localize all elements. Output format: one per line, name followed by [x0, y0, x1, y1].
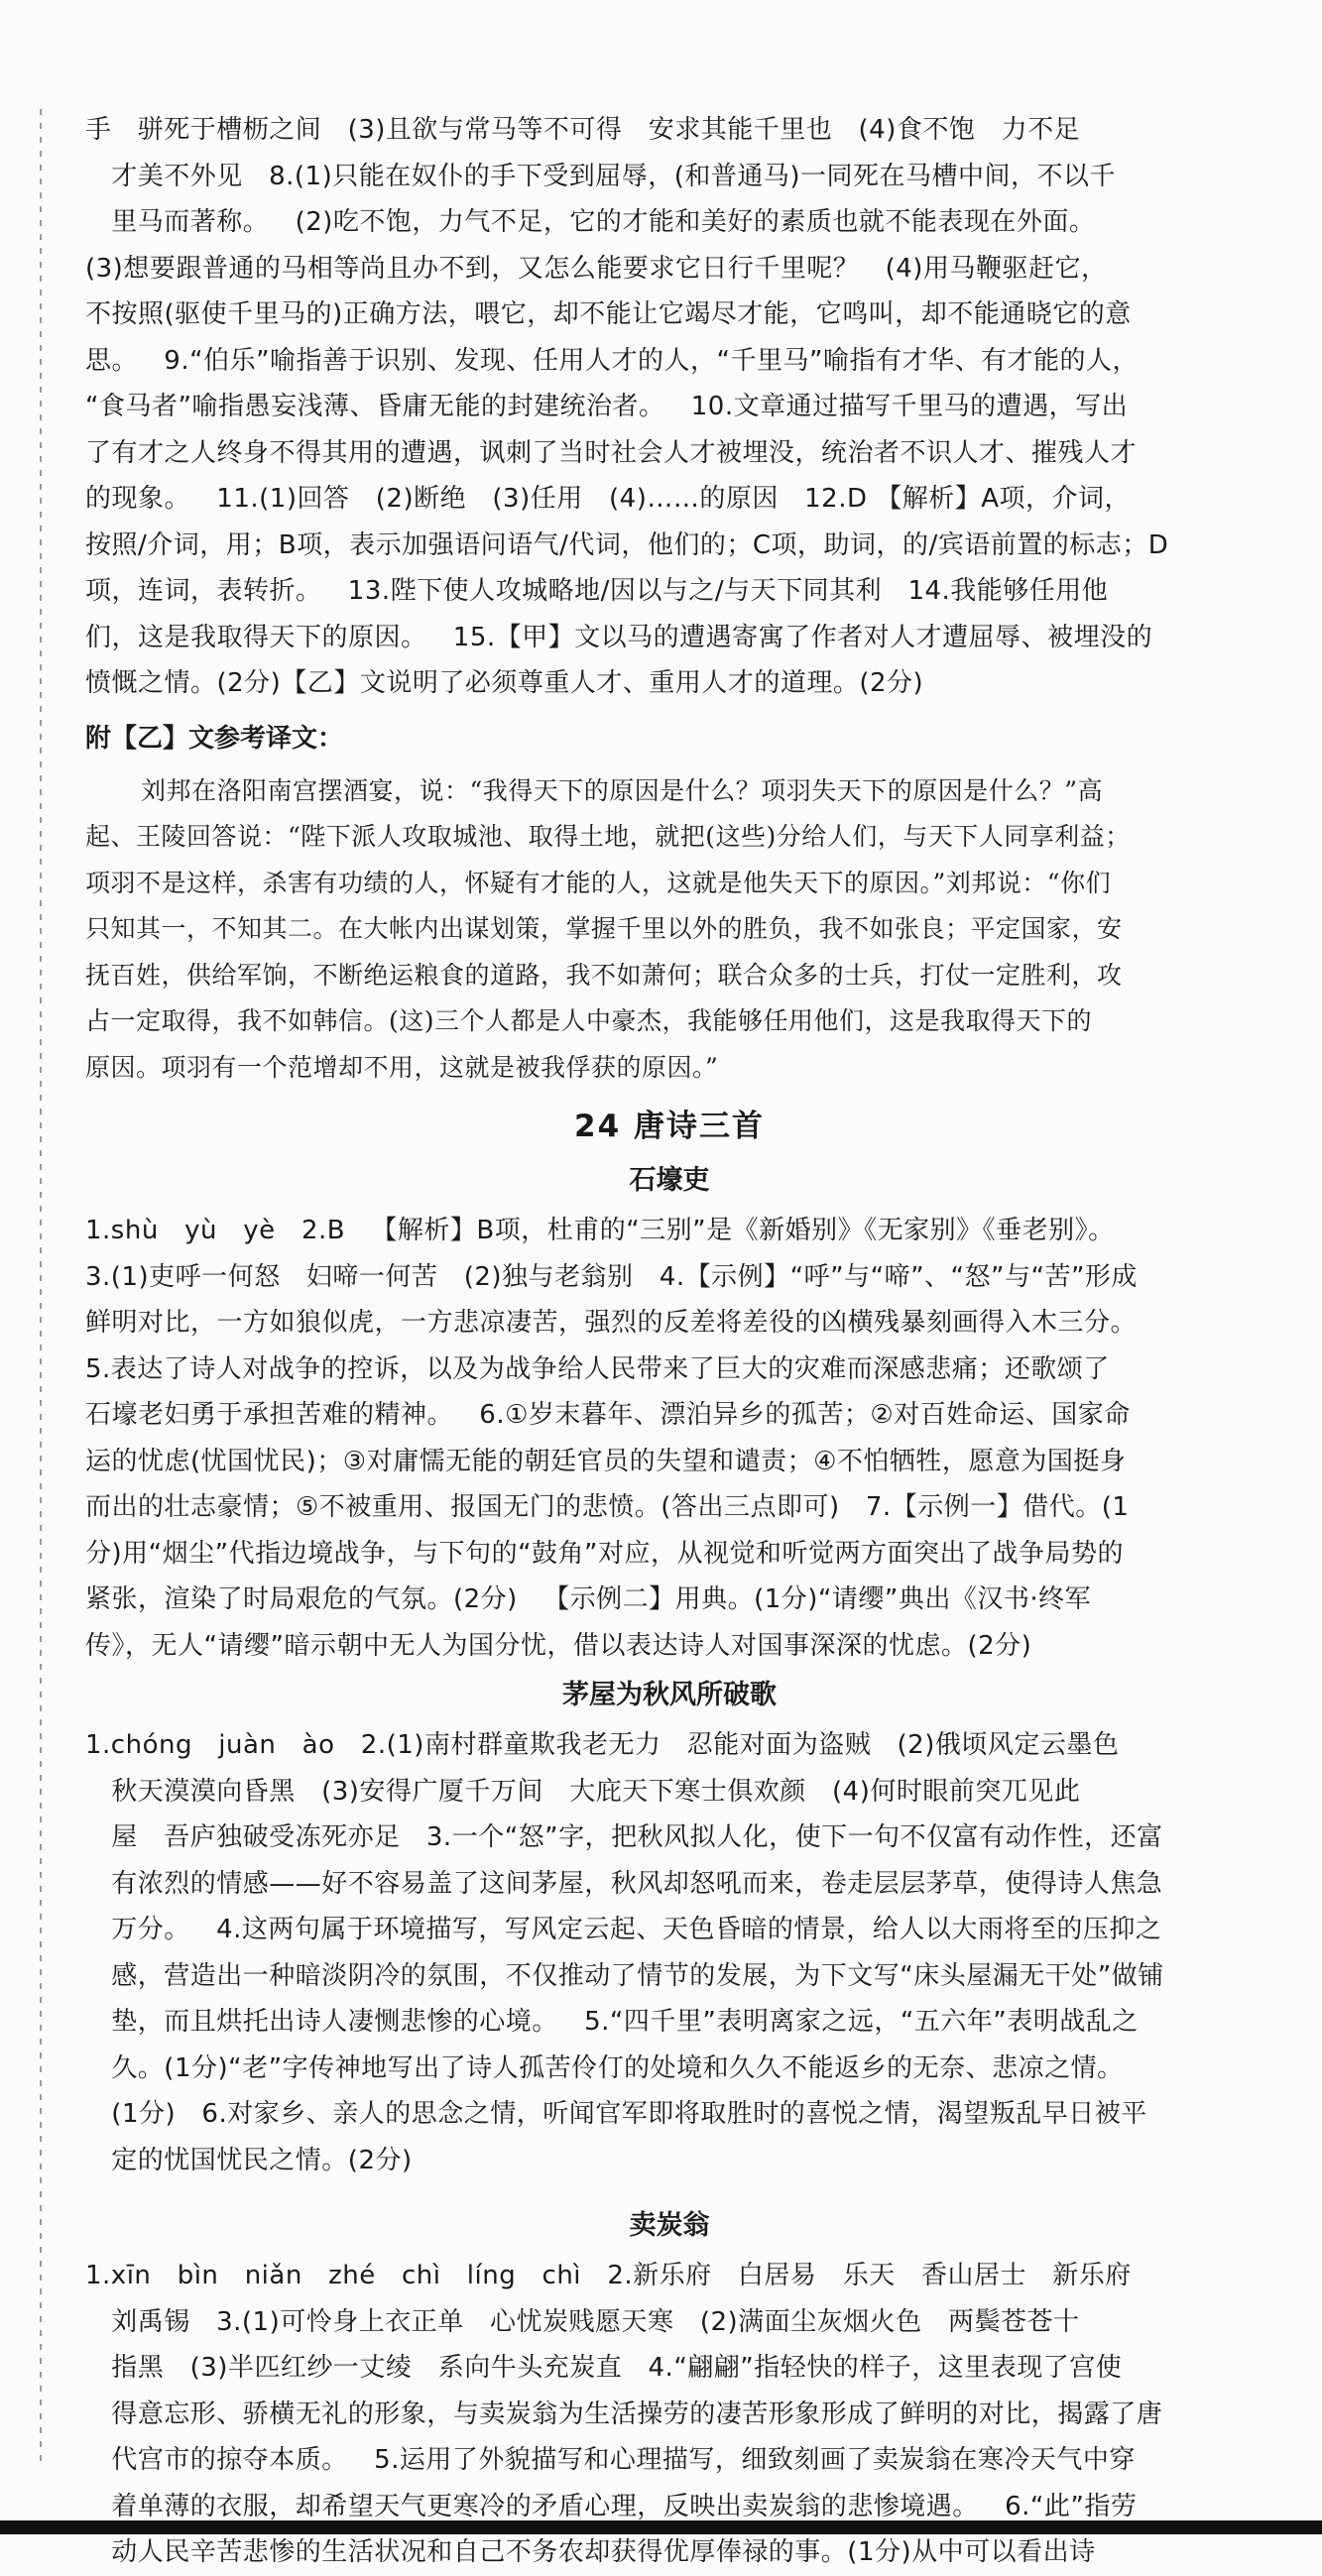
- answer-line: 1.chóng juàn ào 2.(1)南村群童欺我老无力 忍能对面为盗贼 (2)俄顷风定云墨色: [85, 1730, 1120, 1760]
- answer-line: 分)用“烟尘”代指边境战争，与下句的“鼓角”对应，从视觉和听觉两方面突出了战争局势的: [85, 1538, 1125, 1569]
- answer-line: 1.shù yù yè 2.B 【解析】B项，杜甫的“三别”是《新婚别》《无家别》《垂老别》。: [85, 1216, 1115, 1245]
- answer-line: 屋 吾庐独破受冻死亦足 3.一个“怒”字，把秋风拟人化，使下一句不仅富有动作性，还富: [85, 1822, 1163, 1852]
- answer-line: 指黑 (3)半匹红纱一丈绫 系向牛头充炭直 4.“翩翩”指轻快的样子，这里表现了宫使: [85, 2353, 1123, 2383]
- answer-line: 着单薄的衣服，却希望天气更寒冷的矛盾心理，反映出卖炭翁的悲惨境遇。 6.“此”指劳: [85, 2491, 1138, 2521]
- translation-heading: 附【乙】文参考译文：: [85, 723, 344, 754]
- answer-line: (1分) 6.对家乡、亲人的思念之情，听闻官军即将取胜时的喜悦之情，渴望叛乱早日被平: [85, 2099, 1147, 2129]
- poem-title: 茅屋为秋风所破歌: [562, 1680, 777, 1710]
- answer-line: 定的忧国忧民之情。(2分): [85, 2145, 413, 2175]
- answer-line: 思。 9.“伯乐”喻指善于识别、发现、任用人才的人，“千里马”喻指有才华、有才能的人，: [85, 345, 1139, 376]
- page-content: [85, 107, 1254, 2576]
- answer-line: 手 骈死于槽枥之间 (3)且欲与常马等不可得 安求其能千里也 (4)食不饱 力不足: [85, 115, 1081, 145]
- answer-line: 代宫市的掠夺本质。 5.运用了外貌描写和心理描写，细致刻画了卖炭翁在寒冷天气中穿: [85, 2445, 1136, 2475]
- answers-section-ma-shuo: [85, 107, 1254, 707]
- translation-line: 刘邦在洛阳南宫摆酒宴，说：“我得天下的原因是什么？项羽失天下的原因是什么？”高: [141, 775, 1104, 805]
- answer-line: 感，营造出一种暗淡阴冷的氛围，不仅推动了情节的发展，为下文写“床头屋漏无干处”做铺: [85, 1960, 1164, 1991]
- chapter-title: 24 唐诗三首: [574, 1109, 765, 1144]
- answer-line: 们，这是我取得天下的原因。 15.【甲】文以马的遭遇寄寓了作者对人才遭屈辱、被埋没的: [85, 622, 1153, 652]
- translation-line: 项羽不是这样，杀害有功绩的人，怀疑有才能的人，这就是他失天下的原因。”刘邦说：“你们: [85, 868, 1112, 897]
- answer-line: “食马者”喻指愚妄浅薄、昏庸无能的封建统治者。 10.文章通过描写千里马的遭遇，写出: [85, 392, 1129, 421]
- translation-line: 抚百姓，供给军饷，不断绝运粮食的道路，我不如萧何；联合众多的士兵，打仗一定胜利，攻: [85, 960, 1123, 990]
- answer-line: 3.(1)吏呼一何怒 妇啼一何苦 (2)独与老翁别 4.【示例】“呼”与“啼”、“怒”与“苦”形成: [85, 1261, 1138, 1292]
- poem-section-mao-wu: [85, 1671, 1254, 2183]
- answer-line: 有浓烈的情感——好不容易盖了这间茅屋，秋风却怒吼而来，卷走层层茅草，使得诗人焦急: [85, 1868, 1163, 1899]
- answer-line: 按照/介词，用；B项，表示加强语问语气/代词，他们的；C项，助词，的/宾语前置的标志；D: [85, 529, 1169, 560]
- answer-line: 紧张，渲染了时局艰危的气氛。(2分) 【示例二】用典。(1分)“请缨”典出《汉书·终军: [85, 1584, 1092, 1614]
- answer-line: (3)想要跟普通的马相等尚且办不到，又怎么能要求它日行千里呢？ (4)用马鞭驱赶它，: [85, 253, 1108, 284]
- answer-line: 秋天漠漠向昏黑 (3)安得广厦千万间 大庇天下寒士俱欢颜 (4)何时眼前突兀见此: [85, 1776, 1081, 1807]
- answer-line: 石壕老妇勇于承担苦难的精神。 6.①岁末暮年、漂泊异乡的孤苦；②对百姓命运、国家命: [85, 1400, 1131, 1430]
- poem-section-shi-hao-li: [85, 1156, 1254, 1669]
- translation-line: 只知其一，不知其二。在大帐内出谋划策，掌握千里以外的胜负，我不如张良；平定国家，安: [85, 914, 1123, 943]
- answer-line: 运的忧虑(忧国忧民)；③对庸懦无能的朝廷官员的失望和谴责；④不怕牺牲，愿意为国挺身: [85, 1446, 1127, 1476]
- answer-line: 5.表达了诗人对战争的控诉，以及为战争给人民带来了巨大的灾难而深感悲痛；还歌颂了: [85, 1353, 1110, 1384]
- answer-line: 了有才之人终身不得其用的遭遇，讽刺了当时社会人才被埋没，统治者不识人才、摧残人才: [85, 437, 1138, 468]
- answer-line: 传》，无人“请缨”暗示朝中无人为国分忧，借以表达诗人对国事深深的忧虑。(2分): [85, 1630, 1032, 1661]
- translation-line: 起、王陵回答说：“陛下派人攻取城池、取得土地，就把(这些)分给人们，与天下人同享利益；: [85, 822, 1131, 851]
- translation-line: 占一定取得，我不如韩信。(这)三个人都是人中豪杰，我能够任用他们，这是我取得天下的: [85, 1006, 1093, 1035]
- answer-line: 1.xīn bìn niǎn zhé chì líng chì 2.新乐府 白居易 乐天 香山居士 新乐府: [85, 2261, 1132, 2290]
- bottom-edge-bar: [0, 2520, 1322, 2534]
- answer-line: 得意忘形、骄横无礼的形象，与卖炭翁为生活操劳的凄苦形象形成了鲜明的对比，揭露了唐: [85, 2399, 1163, 2429]
- answer-line: 的现象。 11.(1)回答 (2)断绝 (3)任用 (4)……的原因 12.D 【解析】A项，介词，: [85, 484, 1132, 514]
- answer-line: 久。(1分)“老”字传神地写出了诗人孤苦伶仃的处境和久久不能返乡的无奈、悲凉之情。: [85, 2052, 1124, 2083]
- answer-line: 鲜明对比，一方如狼似虎，一方悲凉凄苦，强烈的反差将差役的凶横残暴刻画得入木三分。: [85, 1308, 1138, 1338]
- answer-line: 刘禹锡 3.(1)可怜身上衣正单 心忧炭贱愿天寒 (2)满面尘灰烟火色 两鬓苍苍十: [85, 2306, 1080, 2337]
- answer-line: 里马而著称。 (2)吃不饱，力气不足，它的才能和美好的素质也就不能表现在外面。: [85, 207, 1096, 237]
- poem-title: 石壕吏: [629, 1165, 710, 1196]
- answer-line: 垫，而且烘托出诗人凄恻悲惨的心境。 5.“四千里”表明离家之远，“五六年”表明战乱之: [85, 2007, 1139, 2037]
- answer-line: 万分。 4.这两句属于环境描写，写风定云起、天色昏暗的情景，给人以大雨将至的压抑之: [85, 1915, 1162, 1944]
- translation-section: [85, 715, 1254, 1092]
- poem-section-mai-tan-weng: [85, 2201, 1254, 2576]
- answer-line: 动人民辛苦悲惨的生活状况和自己不务农却获得优厚俸禄的事。(1分)从中可以看出诗: [85, 2537, 1096, 2567]
- answer-line: 项，连词，表转折。 13.陛下使人攻城略地/因以与之/与天下同其利 14.我能够任用他: [85, 576, 1109, 606]
- translation-line: 原因。项羽有一个范增却不用，这就是被我俘获的原因。”: [85, 1052, 719, 1082]
- answer-line: 不按照(驱使千里马的)正确方法，喂它，却不能让它竭尽才能，它鸣叫，却不能通晓它的意: [85, 299, 1132, 329]
- answer-line: 才美不外见 8.(1)只能在奴仆的手下受到屈辱，(和普通马)一同死在马槽中间，不以千: [85, 161, 1117, 191]
- poem-title: 卖炭翁: [629, 2210, 710, 2241]
- binding-gutter-dashes: [40, 109, 42, 2469]
- answer-line: 而出的壮志豪情；⑤不被重用、报国无门的悲愤。(答出三点即可) 7.【示例一】借代。(1: [85, 1492, 1130, 1522]
- answer-line: 愤慨之情。(2分)【乙】文说明了必须尊重人才、重用人才的道理。(2分): [85, 668, 924, 698]
